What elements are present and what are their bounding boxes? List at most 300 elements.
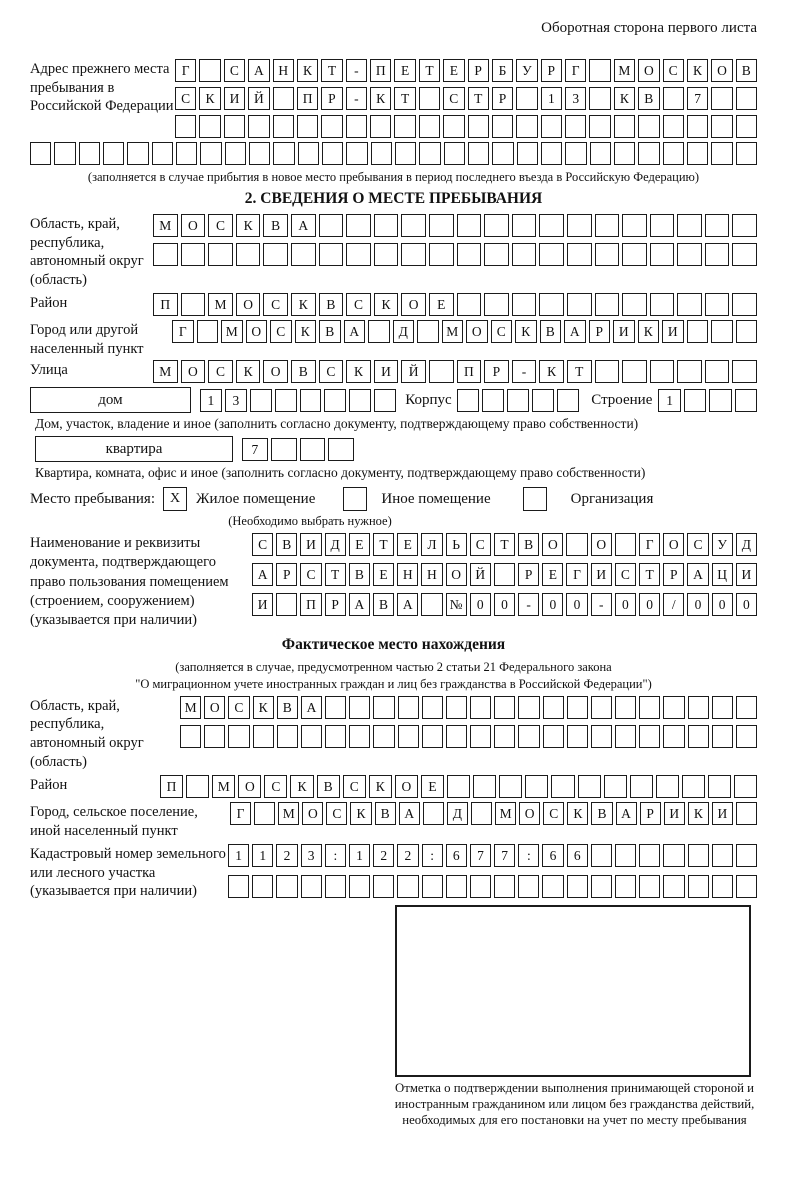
char-box[interactable] [373, 725, 394, 748]
char-box[interactable]: 3 [301, 844, 322, 867]
char-box[interactable] [732, 360, 757, 383]
char-box[interactable] [494, 875, 515, 898]
char-box[interactable]: И [300, 533, 321, 556]
char-box[interactable]: С [491, 320, 513, 343]
char-box[interactable]: Г [175, 59, 196, 82]
char-box[interactable] [499, 775, 522, 798]
char-box[interactable]: - [591, 593, 612, 616]
char-box[interactable]: С [443, 87, 464, 110]
char-box[interactable] [541, 115, 562, 138]
char-box[interactable]: К [290, 775, 313, 798]
char-box[interactable]: В [638, 87, 659, 110]
char-box[interactable] [368, 320, 390, 343]
char-box[interactable]: С [319, 360, 344, 383]
char-box[interactable] [199, 59, 220, 82]
char-box[interactable]: Т [325, 563, 346, 586]
char-box[interactable]: О [395, 775, 418, 798]
char-box[interactable] [457, 389, 479, 412]
char-box[interactable]: В [317, 775, 340, 798]
char-box[interactable] [446, 875, 467, 898]
char-box[interactable] [736, 725, 757, 748]
char-box[interactable] [494, 563, 515, 586]
char-box[interactable] [429, 360, 454, 383]
char-box[interactable] [615, 725, 636, 748]
char-box[interactable] [543, 696, 564, 719]
char-box[interactable] [677, 214, 702, 237]
char-box[interactable] [325, 875, 346, 898]
char-box[interactable] [518, 696, 539, 719]
char-box[interactable]: 7 [687, 87, 708, 110]
char-box[interactable]: М [221, 320, 243, 343]
char-box[interactable] [263, 243, 288, 266]
char-box[interactable] [595, 214, 620, 237]
char-box[interactable] [566, 533, 587, 556]
char-box[interactable]: Е [394, 59, 415, 82]
char-box[interactable]: Е [349, 533, 370, 556]
char-box[interactable] [735, 389, 757, 412]
char-box[interactable]: 3 [225, 389, 247, 412]
char-box[interactable] [630, 775, 653, 798]
char-box[interactable]: Ь [446, 533, 467, 556]
char-box[interactable]: А [291, 214, 316, 237]
char-box[interactable] [468, 142, 489, 165]
char-box[interactable] [186, 775, 209, 798]
char-box[interactable] [595, 293, 620, 316]
char-box[interactable] [248, 115, 269, 138]
char-box[interactable] [228, 875, 249, 898]
char-box[interactable]: О [204, 696, 225, 719]
char-box[interactable]: А [349, 593, 370, 616]
char-box[interactable]: С [663, 59, 684, 82]
char-box[interactable] [591, 725, 612, 748]
char-box[interactable]: М [180, 696, 201, 719]
char-box[interactable]: В [277, 696, 298, 719]
char-box[interactable] [443, 115, 464, 138]
char-box[interactable] [301, 875, 322, 898]
char-box[interactable]: К [236, 214, 261, 237]
char-box[interactable]: К [236, 360, 261, 383]
char-box[interactable]: 6 [567, 844, 588, 867]
char-box[interactable] [494, 696, 515, 719]
char-box[interactable] [482, 389, 504, 412]
char-box[interactable] [736, 844, 757, 867]
char-box[interactable]: С [264, 775, 287, 798]
char-box[interactable]: С [208, 360, 233, 383]
char-box[interactable]: П [297, 87, 318, 110]
char-box[interactable] [349, 389, 371, 412]
char-box[interactable]: 2 [373, 844, 394, 867]
char-box[interactable] [517, 142, 538, 165]
char-box[interactable] [446, 696, 467, 719]
char-box[interactable] [30, 142, 51, 165]
char-box[interactable] [429, 214, 454, 237]
char-box[interactable] [590, 142, 611, 165]
char-box[interactable] [567, 243, 592, 266]
char-box[interactable] [688, 725, 709, 748]
char-box[interactable] [374, 214, 399, 237]
char-box[interactable] [663, 875, 684, 898]
char-box[interactable] [321, 115, 342, 138]
char-box[interactable]: 2 [276, 844, 297, 867]
char-box[interactable]: У [516, 59, 537, 82]
char-box[interactable] [687, 142, 708, 165]
char-box[interactable] [394, 115, 415, 138]
char-box[interactable]: К [346, 360, 371, 383]
char-box[interactable]: П [457, 360, 482, 383]
char-box[interactable] [395, 142, 416, 165]
char-box[interactable] [79, 142, 100, 165]
char-box[interactable] [732, 243, 757, 266]
char-box[interactable]: О [401, 293, 426, 316]
char-box[interactable]: О [302, 802, 323, 825]
char-box[interactable] [615, 875, 636, 898]
char-box[interactable] [567, 696, 588, 719]
char-box[interactable]: К [199, 87, 220, 110]
char-box[interactable]: И [662, 320, 684, 343]
char-box[interactable]: Р [321, 87, 342, 110]
char-box[interactable]: Н [421, 563, 442, 586]
char-box[interactable]: Е [373, 563, 394, 586]
char-box[interactable] [492, 142, 513, 165]
char-box[interactable] [349, 875, 370, 898]
char-box[interactable]: В [319, 320, 341, 343]
char-box[interactable] [557, 389, 579, 412]
char-box[interactable] [371, 142, 392, 165]
char-box[interactable] [663, 142, 684, 165]
char-box[interactable] [197, 320, 219, 343]
char-box[interactable] [422, 875, 443, 898]
char-box[interactable] [650, 360, 675, 383]
char-box[interactable]: Г [639, 533, 660, 556]
char-box[interactable]: Т [494, 533, 515, 556]
char-box[interactable]: Е [397, 533, 418, 556]
char-box[interactable] [300, 438, 326, 461]
char-box[interactable] [275, 389, 297, 412]
char-box[interactable] [711, 115, 732, 138]
char-box[interactable]: Т [394, 87, 415, 110]
char-box[interactable]: Н [397, 563, 418, 586]
char-box[interactable] [736, 320, 758, 343]
char-box[interactable] [736, 875, 757, 898]
char-box[interactable] [711, 87, 732, 110]
char-box[interactable] [470, 696, 491, 719]
char-box[interactable] [346, 243, 371, 266]
char-box[interactable] [541, 142, 562, 165]
char-box[interactable]: И [613, 320, 635, 343]
char-box[interactable] [518, 875, 539, 898]
char-box[interactable]: : [518, 844, 539, 867]
char-box[interactable] [663, 87, 684, 110]
char-box[interactable] [208, 243, 233, 266]
checkbox-organization[interactable] [523, 487, 547, 511]
char-box[interactable]: 1 [252, 844, 273, 867]
char-box[interactable] [565, 115, 586, 138]
char-box[interactable] [543, 725, 564, 748]
char-box[interactable] [252, 875, 273, 898]
char-box[interactable] [473, 775, 496, 798]
char-box[interactable]: Т [567, 360, 592, 383]
char-box[interactable]: А [301, 696, 322, 719]
char-box[interactable] [297, 115, 318, 138]
char-box[interactable] [328, 438, 354, 461]
char-box[interactable] [705, 243, 730, 266]
char-box[interactable] [421, 593, 442, 616]
char-box[interactable]: И [591, 563, 612, 586]
char-box[interactable] [736, 87, 757, 110]
char-box[interactable] [180, 725, 201, 748]
char-box[interactable] [688, 696, 709, 719]
char-box[interactable] [638, 142, 659, 165]
char-box[interactable] [484, 293, 509, 316]
char-box[interactable] [300, 389, 322, 412]
char-box[interactable] [622, 214, 647, 237]
char-box[interactable]: С [175, 87, 196, 110]
char-box[interactable]: 0 [542, 593, 563, 616]
char-box[interactable]: Г [172, 320, 194, 343]
char-box[interactable] [712, 844, 733, 867]
char-box[interactable] [457, 214, 482, 237]
char-box[interactable]: О [466, 320, 488, 343]
char-box[interactable] [319, 243, 344, 266]
char-box[interactable] [539, 214, 564, 237]
char-box[interactable] [688, 844, 709, 867]
char-box[interactable] [423, 802, 444, 825]
char-box[interactable]: Р [484, 360, 509, 383]
char-box[interactable]: Ц [712, 563, 733, 586]
char-box[interactable] [492, 115, 513, 138]
char-box[interactable]: Т [373, 533, 394, 556]
char-box[interactable]: М [212, 775, 235, 798]
char-box[interactable]: А [399, 802, 420, 825]
char-box[interactable] [250, 389, 272, 412]
char-box[interactable]: Д [447, 802, 468, 825]
char-box[interactable] [687, 115, 708, 138]
char-box[interactable]: И [736, 563, 757, 586]
char-box[interactable]: № [446, 593, 467, 616]
char-box[interactable]: В [349, 563, 370, 586]
char-box[interactable] [419, 142, 440, 165]
char-box[interactable] [152, 142, 173, 165]
char-box[interactable] [512, 214, 537, 237]
char-box[interactable] [551, 775, 574, 798]
char-box[interactable] [103, 142, 124, 165]
char-box[interactable]: С [263, 293, 288, 316]
char-box[interactable]: К [539, 360, 564, 383]
char-box[interactable] [507, 389, 529, 412]
char-box[interactable]: : [325, 844, 346, 867]
char-box[interactable]: С [615, 563, 636, 586]
char-box[interactable]: М [278, 802, 299, 825]
char-box[interactable] [419, 115, 440, 138]
char-box[interactable]: Г [565, 59, 586, 82]
char-box[interactable] [525, 775, 548, 798]
char-box[interactable]: О [519, 802, 540, 825]
char-box[interactable]: В [263, 214, 288, 237]
char-box[interactable]: 6 [446, 844, 467, 867]
char-box[interactable]: 0 [639, 593, 660, 616]
char-box[interactable]: К [369, 775, 392, 798]
char-box[interactable]: Л [421, 533, 442, 556]
char-box[interactable] [708, 775, 731, 798]
char-box[interactable] [712, 875, 733, 898]
char-box[interactable]: 0 [470, 593, 491, 616]
char-box[interactable]: С [543, 802, 564, 825]
char-box[interactable] [153, 243, 178, 266]
char-box[interactable] [663, 696, 684, 719]
char-box[interactable] [591, 844, 612, 867]
char-box[interactable] [614, 142, 635, 165]
char-box[interactable] [225, 142, 246, 165]
char-box[interactable] [373, 696, 394, 719]
char-box[interactable] [595, 360, 620, 383]
char-box[interactable]: 1 [349, 844, 370, 867]
char-box[interactable]: К [295, 320, 317, 343]
char-box[interactable] [199, 115, 220, 138]
char-box[interactable]: Г [230, 802, 251, 825]
char-box[interactable]: Е [542, 563, 563, 586]
char-box[interactable] [736, 802, 757, 825]
char-box[interactable]: В [375, 802, 396, 825]
char-box[interactable] [656, 775, 679, 798]
char-box[interactable] [277, 725, 298, 748]
char-box[interactable] [325, 696, 346, 719]
char-box[interactable]: Н [273, 59, 294, 82]
char-box[interactable] [705, 360, 730, 383]
char-box[interactable]: Е [429, 293, 454, 316]
char-box[interactable] [373, 875, 394, 898]
char-box[interactable] [322, 142, 343, 165]
char-box[interactable] [677, 360, 702, 383]
char-box[interactable]: А [344, 320, 366, 343]
char-box[interactable] [615, 844, 636, 867]
char-box[interactable]: М [208, 293, 233, 316]
char-box[interactable]: 2 [397, 844, 418, 867]
char-box[interactable] [298, 142, 319, 165]
char-box[interactable] [494, 725, 515, 748]
char-box[interactable]: К [638, 320, 660, 343]
char-box[interactable] [374, 243, 399, 266]
char-box[interactable]: В [518, 533, 539, 556]
char-box[interactable] [236, 243, 261, 266]
char-box[interactable] [589, 115, 610, 138]
char-box[interactable]: 0 [494, 593, 515, 616]
char-box[interactable] [622, 293, 647, 316]
char-box[interactable] [447, 775, 470, 798]
char-box[interactable] [398, 696, 419, 719]
char-box[interactable] [604, 775, 627, 798]
char-box[interactable] [595, 243, 620, 266]
char-box[interactable]: А [397, 593, 418, 616]
char-box[interactable] [397, 875, 418, 898]
char-box[interactable]: Р [589, 320, 611, 343]
char-box[interactable]: Р [468, 59, 489, 82]
char-box[interactable] [687, 320, 709, 343]
char-box[interactable]: Й [401, 360, 426, 383]
char-box[interactable]: И [224, 87, 245, 110]
char-box[interactable] [591, 696, 612, 719]
char-box[interactable]: С [687, 533, 708, 556]
char-box[interactable] [639, 844, 660, 867]
char-box[interactable]: 7 [494, 844, 515, 867]
char-box[interactable]: 0 [687, 593, 708, 616]
char-box[interactable] [567, 214, 592, 237]
char-box[interactable]: Т [419, 59, 440, 82]
char-box[interactable] [346, 115, 367, 138]
char-box[interactable]: Д [393, 320, 415, 343]
char-box[interactable]: О [638, 59, 659, 82]
char-box[interactable] [711, 320, 733, 343]
char-box[interactable]: К [253, 696, 274, 719]
char-box[interactable]: М [153, 360, 178, 383]
char-box[interactable] [732, 214, 757, 237]
char-box[interactable] [650, 293, 675, 316]
char-box[interactable] [301, 725, 322, 748]
char-box[interactable]: Р [276, 563, 297, 586]
char-box[interactable]: К [687, 59, 708, 82]
char-box[interactable]: О [591, 533, 612, 556]
char-box[interactable] [457, 243, 482, 266]
char-box[interactable] [615, 533, 636, 556]
char-box[interactable] [291, 243, 316, 266]
char-box[interactable] [663, 115, 684, 138]
char-box[interactable] [705, 293, 730, 316]
char-box[interactable] [276, 593, 297, 616]
char-box[interactable] [578, 775, 601, 798]
char-box[interactable]: : [422, 844, 443, 867]
char-box[interactable] [175, 115, 196, 138]
char-box[interactable] [734, 775, 757, 798]
char-box[interactable] [468, 115, 489, 138]
char-box[interactable]: 0 [566, 593, 587, 616]
char-box[interactable]: - [518, 593, 539, 616]
char-box[interactable] [484, 214, 509, 237]
char-box[interactable]: П [160, 775, 183, 798]
char-box[interactable]: К [567, 802, 588, 825]
char-box[interactable] [705, 214, 730, 237]
char-box[interactable]: О [263, 360, 288, 383]
char-box[interactable] [401, 214, 426, 237]
char-box[interactable] [677, 293, 702, 316]
char-box[interactable] [276, 875, 297, 898]
char-box[interactable]: Й [248, 87, 269, 110]
char-box[interactable]: И [664, 802, 685, 825]
char-box[interactable]: О [246, 320, 268, 343]
char-box[interactable]: Д [736, 533, 757, 556]
char-box[interactable]: С [228, 696, 249, 719]
char-box[interactable] [374, 389, 396, 412]
char-box[interactable]: - [346, 87, 367, 110]
char-box[interactable]: К [350, 802, 371, 825]
char-box[interactable]: К [291, 293, 316, 316]
char-box[interactable] [709, 389, 731, 412]
char-box[interactable] [470, 875, 491, 898]
char-box[interactable]: С [343, 775, 366, 798]
char-box[interactable] [325, 725, 346, 748]
char-box[interactable]: В [276, 533, 297, 556]
char-box[interactable]: М [153, 214, 178, 237]
char-box[interactable] [565, 142, 586, 165]
char-box[interactable]: А [616, 802, 637, 825]
char-box[interactable] [650, 214, 675, 237]
char-box[interactable] [176, 142, 197, 165]
char-box[interactable]: С [252, 533, 273, 556]
char-box[interactable] [401, 243, 426, 266]
char-box[interactable] [732, 293, 757, 316]
char-box[interactable] [319, 214, 344, 237]
char-box[interactable] [273, 87, 294, 110]
char-box[interactable]: А [564, 320, 586, 343]
char-box[interactable]: С [224, 59, 245, 82]
